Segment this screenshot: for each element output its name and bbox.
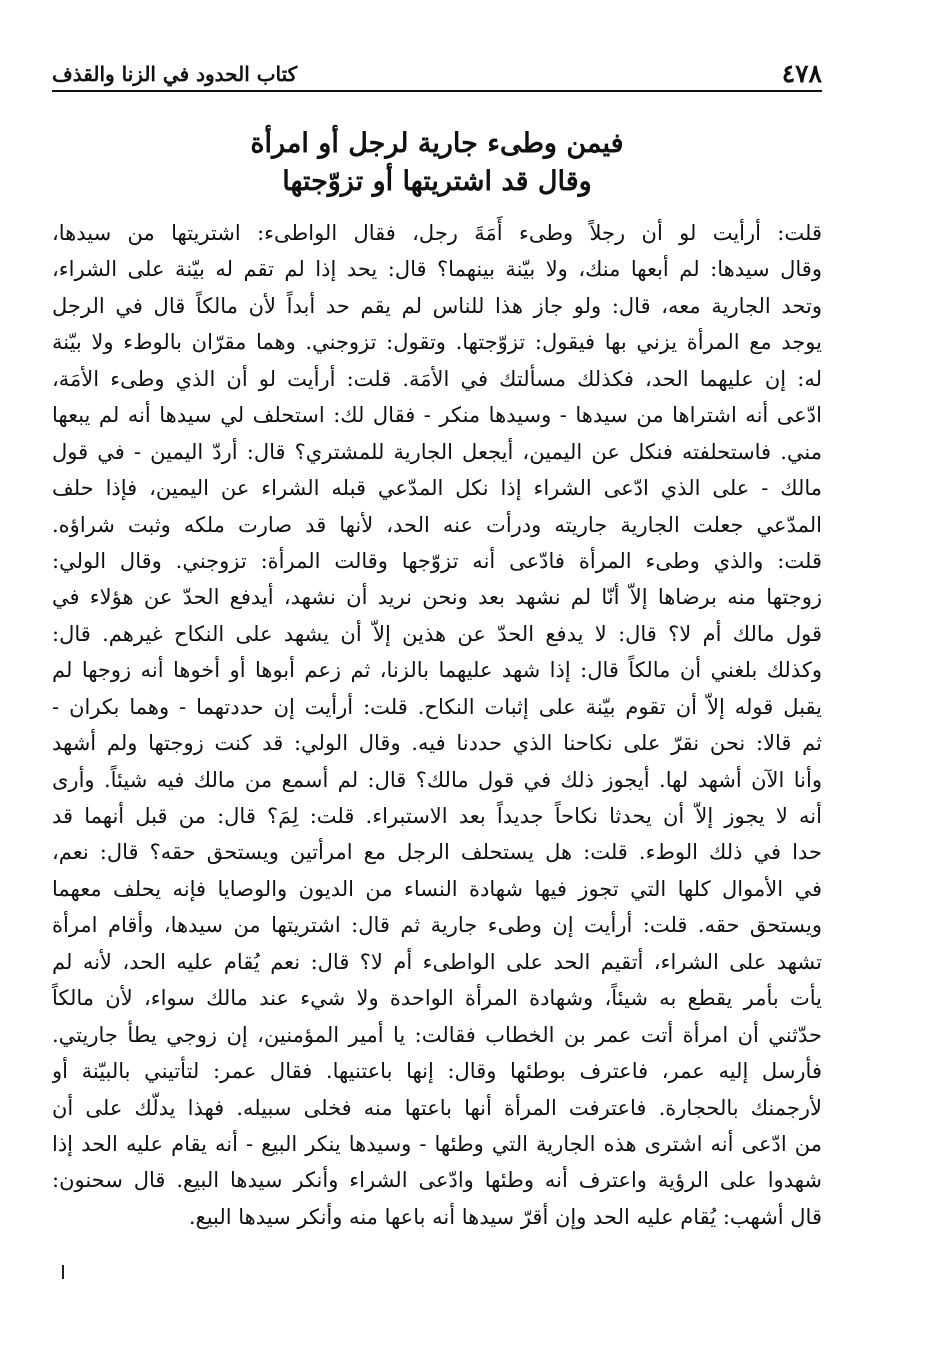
text-line: له: إن عليهما الحد، فكذلك مسألتك في الأمَة. قلت: أرأيت لو أن الذي وطىء الأمَة، (52, 366, 822, 391)
chapter-title-line: وقال قد اشتريتها أو تزوّجتها (282, 166, 592, 197)
text-line: أنه لا يجوز إلاّ أن يحدثا نكاحاً جديداً بعد الاستبراء. قلت: لِمَ؟ قال: من قبل أنهما قد (52, 804, 822, 828)
text-line: في الأموال كلها التي تجوز فيها شهادة النساء من الديون والوصايا فإنه يحلف معهما (52, 876, 822, 901)
page-header (52, 50, 822, 90)
text-line: قول مالك أم لا؟ قال: لا يدفع الحدّ عن هذين إلاّ أن يشهد على النكاح غيرهم. قال: (52, 621, 822, 646)
text-line: قلت: أرأيت لو أن رجلاً وطىء أَمَةَ رجل، فقال الواطىء: اشتريتها من سيدها، (52, 221, 822, 245)
text-line: زوجتها منه برضاها إلاّ أنّا لم نشهد بعد ونحن نريد أن نشهد، أيدفع الحدّ عن هؤلاء في (52, 585, 822, 610)
chapter-title-line: فيمن وطىء جارية لرجل أو امرأة (250, 128, 624, 159)
text-line: وقال سيدها: لم أبعها منك، ولا بيّنة بينهما؟ قال: يحد إذا لم تقم له بيّنة على الشراء، (52, 257, 822, 282)
text-line: وأنا الآن أشهد لها. أيجوز ذلك في قول مالك؟ قال: لم أسمع من مالك فيه شيئاً. وأرى (52, 767, 822, 792)
text-line: وكذلك بلغني أن مالكاً قال: إذا شهد عليهما بالزنا، ثم زعم أبوها أو أخوها أنه زوجها لم (52, 658, 822, 683)
text-line: مني. فاستحلفته فنكل عن اليمين، أيجعل الجارية للمشتري؟ قال: أردّ اليمين - في قول (52, 439, 822, 464)
text-line: ادّعى أنه اشتراها من سيدها - وسيدها منكر - فقال لك: استحلف لي سيدها أنه لم يبعها (52, 403, 822, 428)
text-line: قلت: والذي وطىء المرأة فادّعى أنه تزوّجها وقالت المرأة: تزوجني. وقال الولي: (52, 548, 822, 573)
margin-mark (62, 1265, 64, 1279)
text-line: تشهد على الشراء، أتقيم الحد على الواطىء أم لا؟ قال: نعم يُقام عليه الحد، لأنه لم (52, 949, 822, 974)
text-line: المدّعي جعلت الجارية جاريته ودرأت عنه الحد، لأنها قد صارت ملكه وثبت شراؤه. (52, 512, 822, 537)
header-rule (52, 90, 822, 92)
text-line: حدا في ذلك الوطء. قلت: هل يستحلف الرجل مع امرأتين ويستحق حقه؟ قال: نعم، (52, 840, 822, 865)
text-line: قال أشهب: يُقام عليه الحد وإن أقرّ سيدها أنه باعها منه وأنكر سيدها البيع. (188, 1204, 822, 1229)
page-number: ٤٧٨ (781, 59, 822, 88)
text-line: يأت بأمر يقطع به شيئاً، وشهادة المرأة الواحدة ولا شيء عند مالك سواء، لأن مالكاً (52, 986, 822, 1011)
text-line: من ادّعى أنه اشترى هذه الجارية التي وطئها - وسيدها ينكر البيع - أنه يقام عليه الحد إذا (52, 1131, 822, 1156)
text-line: لأرجمنك بالحجارة. فاعترفت المرأة أنها باعتها منه فخلى سبيله. فهذا يدلّك على أن (52, 1095, 822, 1120)
text-line: فأرسل إليه عمر، فاعترف بوطئها وقال: إنها باعتنيها. فقال عمر: لتأتيني بالبيّنة أو (52, 1059, 822, 1084)
text-line: مالك - على الذي ادّعى الشراء إذا نكل المدّعي قبله الشراء عن اليمين، فإذا حلف (52, 476, 822, 501)
text-line: حدّثني أن امرأة أتت عمر بن الخطاب فقالت: يا أمير المؤمنين، إن زوجي يطأ جاريتي. (52, 1022, 822, 1047)
chapter-title (52, 125, 822, 201)
text-line: ثم قالا: نحن نقرّ على نكاحنا الذي حددنا فيه. وقال الولي: قد كنت زوجتها ولم أشهد (52, 731, 822, 756)
text-line: وتحد الجارية معه، قال: ولو جاز هذا للناس لم يقم حد أبداً لأن مالكاً قال في الرجل (52, 293, 822, 318)
text-line: ويستحق حقه. قلت: أرأيت إن وطىء جارية ثم قال: اشتريتها من سيدها، وأقام امرأة (52, 913, 822, 938)
body-text (52, 215, 822, 1235)
text-line: يوجد مع المرأة يزني بها فيقول: تزوّجتها. وتقول: تزوجني. وهما مقرّان بالوطء ولا بيّنة (52, 330, 822, 355)
running-title: كتاب الحدود في الزنا والقذف (52, 62, 298, 86)
text-line: شهدوا على الرؤية واعترف أنه وطئها وادّعى الشراء وأنكر سيدها البيع. قال سحنون: (52, 1168, 822, 1193)
text-line: يقبل قوله إلاّ أن تقوم بيّنة على إثبات النكاح. قلت: أرأيت إن حددتهما - وهما بكران - (52, 694, 822, 719)
